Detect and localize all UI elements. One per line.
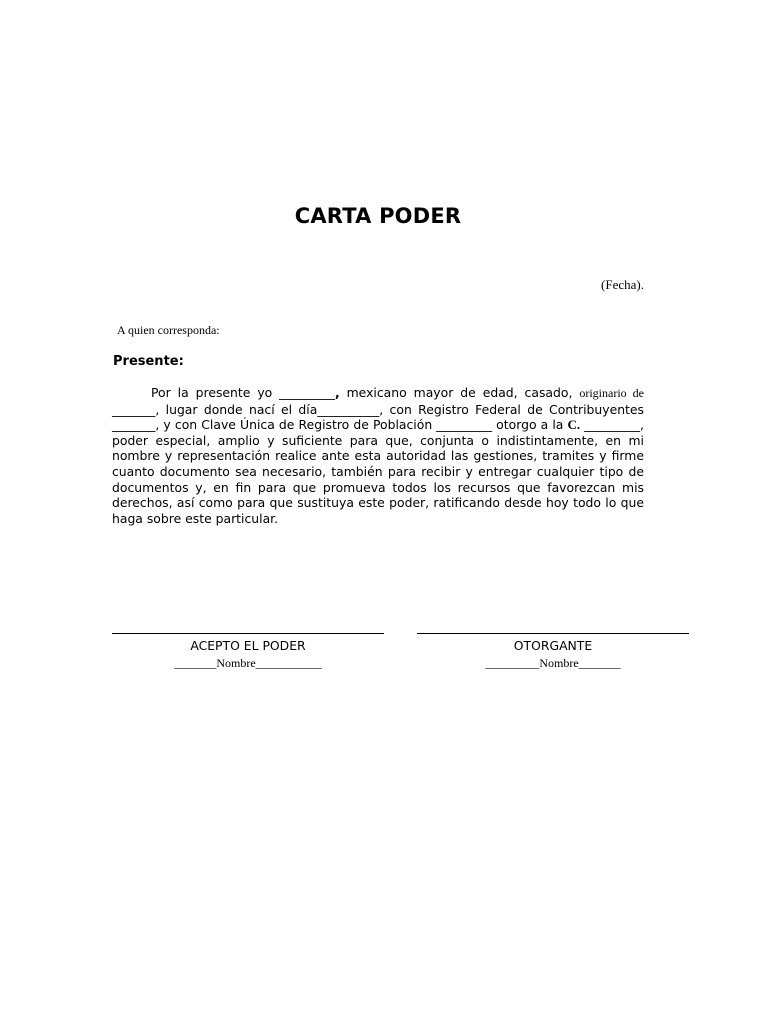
body-paragraph [112,385,644,526]
document-title: CARTA PODER [294,204,462,228]
body-bold-c: C. [567,417,581,433]
body-text-part-3: _______, lugar donde nací el día__________, con Registro Federal de Contribuyentes _______, y con Clave Única de Registro de Población _________ otorgo a la [112,401,644,433]
signature-name-grantor: _________Nombre_______ [485,656,621,670]
addressee-line: A quien corresponda: [117,323,220,337]
signature-block-accept [112,633,384,670]
body-bold-comma: , [334,385,340,400]
signature-block-grantor [417,633,689,670]
body-originario: originario de [579,386,644,400]
body-text-part-1: Por la presente yo _________ [151,385,335,400]
greeting-line: Presente: [113,354,184,369]
body-text-part-4: _________, poder especial, amplio y suficiente para que, conjunta o indistintamente, en mi nombre y representación realice ante esta autoridad las gestiones, tramites y firme cuanto documento sea necesario, también para recibir y entregar cualquier tipo de documentos y, en fin para que promueva todos los recursos que favorezcan mis derechos, así como para que sustituya este poder, ratificando desde hoy todo lo que haga sobre este particular. [112,417,644,526]
body-text-part-2: mexicano mayor de edad, casado, [339,385,580,400]
signature-name-accept: _______Nombre___________ [174,656,322,670]
signature-line-accept [112,633,384,634]
signature-role-accept: ACEPTO EL PODER [190,638,306,653]
signature-role-grantor: OTORGANTE [513,638,593,653]
signature-line-grantor [417,633,689,634]
date-placeholder: (Fecha). [601,277,644,292]
